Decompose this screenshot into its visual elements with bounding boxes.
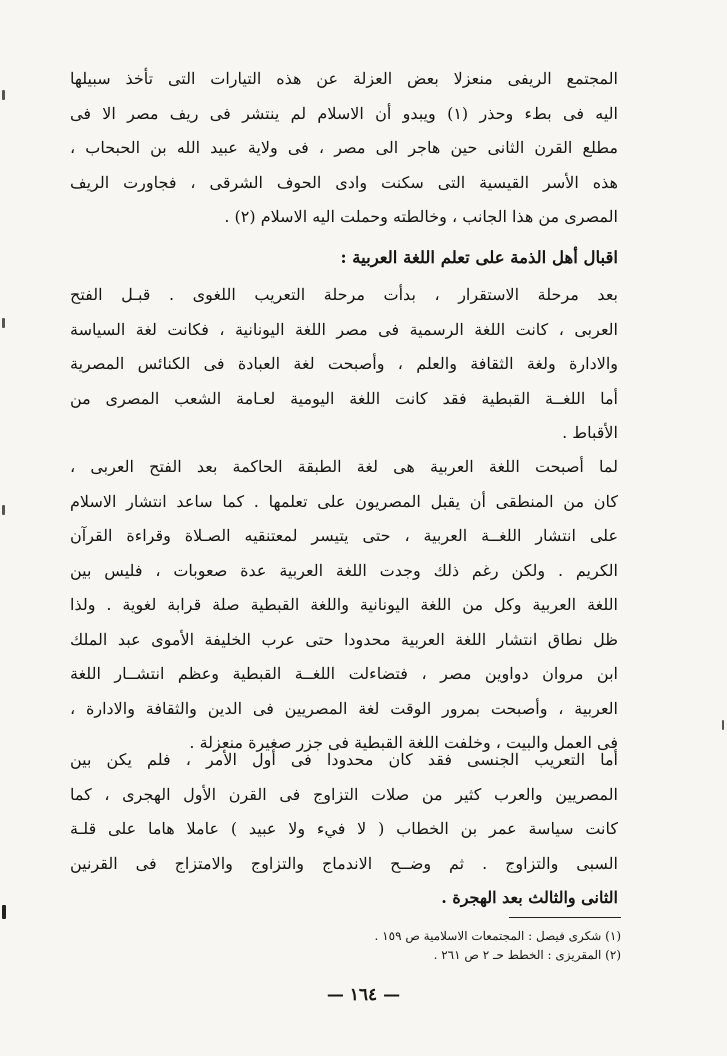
text-line: المجتمع الريفى منعزلا بعض العزلة عن هذه التيارات التى تأخذ سبيلها — [70, 69, 618, 88]
text-line: لما أصبحت اللغة العربية هى لغة الطبقة الحاكمة بعد الفتح العربى ، — [70, 457, 618, 476]
text-line: السبى والتزاوج . ثم وضــح الاندماج والتزاوج والامتزاج فى القرنين — [70, 853, 618, 873]
scan-mark — [2, 505, 5, 515]
text-line: على انتشار اللغــة العربية ، حتى يتيسر لمعتنقيه الصـلاة وقراءة القرآن — [70, 526, 618, 545]
footnote-2: (٢) المقريزى : الخطط حـ ٢ ص ٢٦١ . — [433, 948, 621, 962]
paragraph-ethnic-arabization — [70, 743, 618, 916]
text-line: اللغة العربية وكل من اللغة اليونانية واللغة القبطية صلة قرابة لغوية . ولذا — [70, 595, 618, 614]
text-line: كان من المنطقى أن يقبل المصريون على تعلمها . كما ساعد انتشار الاسلام — [70, 491, 618, 511]
section-heading: اقبال أهل الذمة على تعلم اللغة العربية : — [340, 248, 618, 267]
text-line: بعد مرحلة الاستقرار ، بدأت مرحلة التعريب اللغوى . قبـل الفتح — [70, 285, 618, 304]
text-line: أما التعريب الجنسى فقد كان محدودا فى أول الأمر ، فلم يكن بين — [70, 750, 618, 769]
footnote-divider — [509, 917, 621, 918]
text-line: ابن مروان دواوين مصر ، فتضاءلت اللغــة القبطية وعظم انتشــار اللغة — [70, 664, 618, 683]
paragraph-intro-continuation — [70, 62, 618, 235]
scan-mark — [2, 90, 5, 100]
scan-mark — [2, 905, 6, 919]
text-line: كانت سياسة عمر بن الخطاب ( لا فيء ولا عبيد ) عاملا هاما على قلـة — [70, 819, 618, 838]
scan-mark — [722, 720, 724, 730]
text-line: أما اللغــة القبطية فقد كانت اللغة اليومية لعـامة الشعب المصرى من — [70, 388, 618, 408]
text-line: المصريين والعرب كثير من صلات التزاوج فى القرن الأول الهجرى ، كما — [70, 784, 618, 804]
footnote-1: (١) شكرى فيصل : المجتمعات الاسلامية ص ١٥٩ . — [374, 929, 621, 943]
text-line: اليه فى بطء وحذر (١) ويبدو أن الاسلام لم ينتشر فى ريف مصر الا فى — [70, 103, 618, 123]
paragraph-arabic-spread — [70, 450, 618, 761]
text-line: العربية ، وأصبحت بمرور الوقت لغة المصريين فى الدين والثقافة والادارة ، — [70, 698, 618, 718]
text-line: الكريم . ولكن رغم ذلك وجدت اللغة العربية عدة صعوبات ، فليس بين — [70, 560, 618, 580]
page-number: — ١٦٤ — — [326, 985, 401, 1005]
text-line: فى العمل والبيت ، وخلفت اللغة القبطية فى جزر صغيرة منعزلة . — [189, 733, 618, 752]
text-line: العربى ، كانت اللغة الرسمية فى مصر اللغة اليونانية ، فكانت لغة السياسة — [70, 319, 618, 339]
text-line: المصرى من هذا الجانب ، وخالطته وحملت اليه الاسلام (٢) . — [224, 207, 618, 226]
text-line: والادارة ولغة الثقافة والعلم ، وأصبحت لغة العبادة فى الكنائس المصرية — [70, 354, 618, 373]
scan-mark — [2, 318, 5, 328]
paragraph-linguistic-arabization — [70, 278, 618, 451]
text-line: الثانى والثالث بعد الهجرة . — [441, 888, 618, 907]
text-line: هذه الأسر القيسية التى سكنت وادى الحوف الشرقى ، فجاورت الريف — [70, 172, 618, 192]
text-line: ظل نطاق انتشار اللغة العربية محدودا حتى عرب الخليفة الأموى عبد الملك — [70, 629, 618, 649]
footnotes — [275, 927, 621, 965]
text-line: الأقباط . — [562, 423, 618, 442]
text-line: مطلع القرن الثانى حين هاجر الى مصر ، فى ولاية عبيد الله بن الحبحاب ، — [70, 138, 618, 157]
